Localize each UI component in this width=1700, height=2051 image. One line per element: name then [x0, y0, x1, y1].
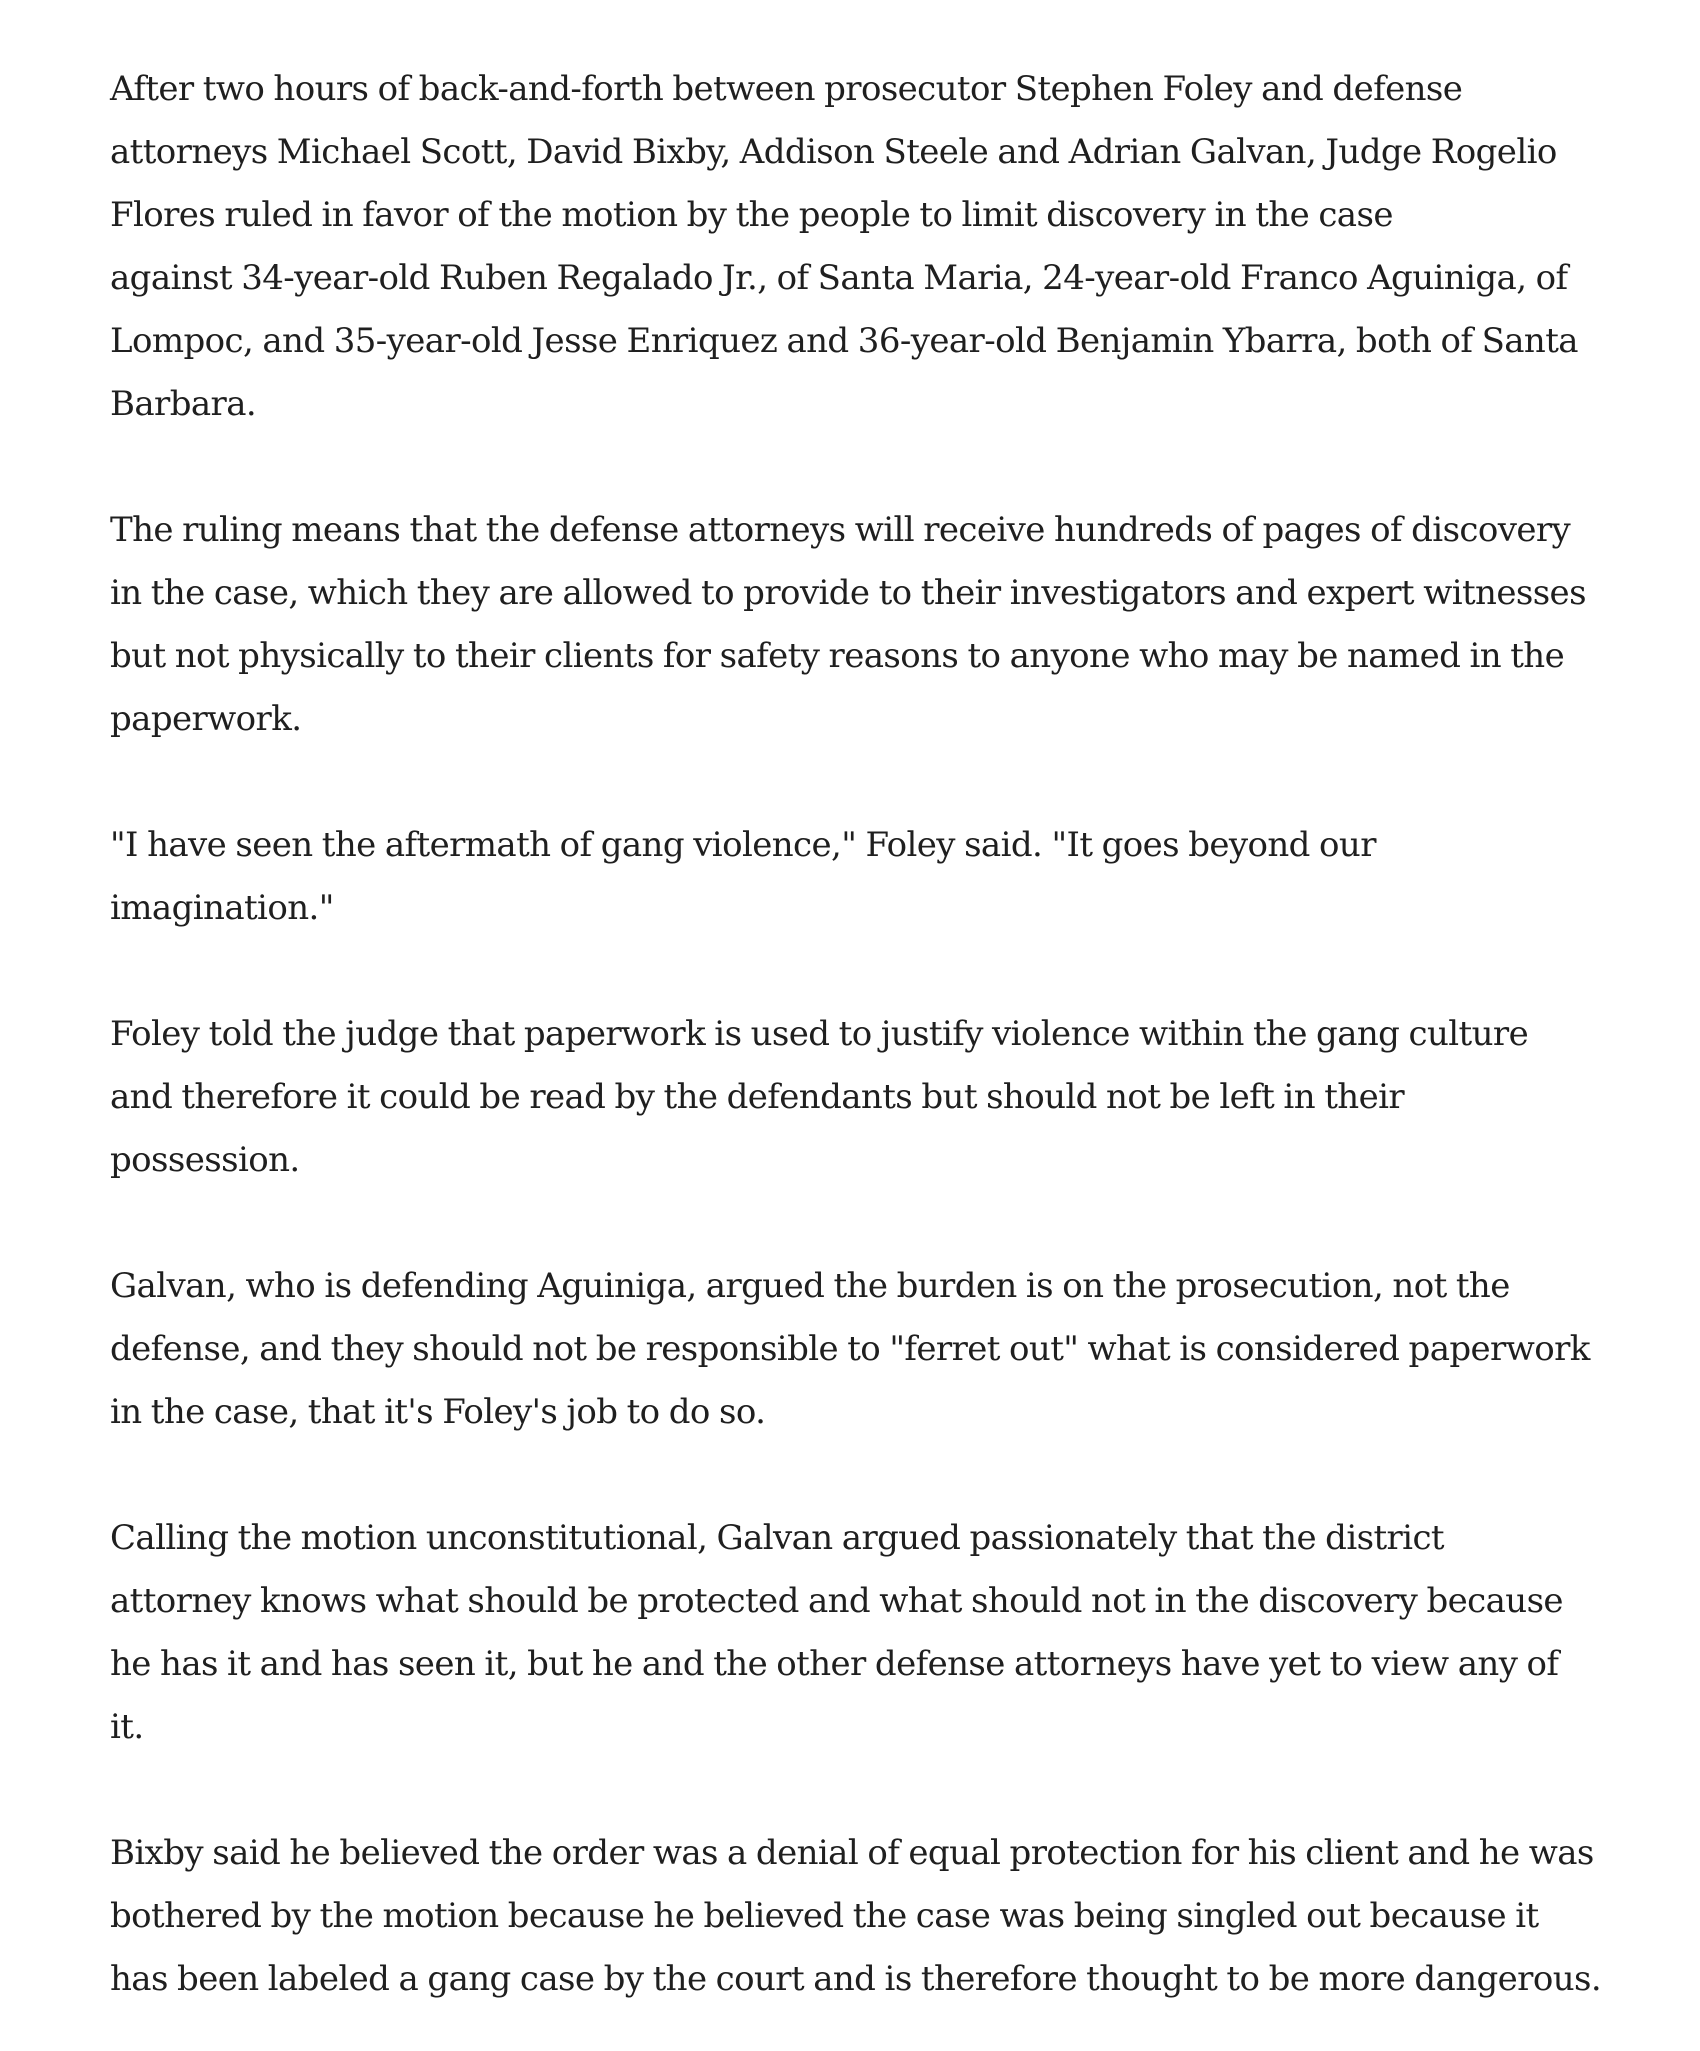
text-line: and therefore it could be read by the defendants but should not be left in their: [110, 1077, 1405, 1117]
paragraph-7: [110, 1822, 1610, 2011]
paragraph-3-quote: [110, 814, 1610, 940]
text-line: After two hours of back-and-forth between prosecutor Stephen Foley and defense: [110, 69, 1463, 109]
text-line: "I have seen the aftermath of gang violence," Foley said. "It goes beyond our: [110, 825, 1376, 865]
paragraph-2: [110, 499, 1610, 751]
text-line: Galvan, who is defending Aguiniga, argued the burden is on the prosecution, not the: [110, 1266, 1510, 1306]
paragraph-5: [110, 1255, 1610, 1444]
text-line: in the case, that it's Foley's job to do so.: [110, 1392, 766, 1432]
text-line: defense, and they should not be responsible to "ferret out" what is considered paperwork: [110, 1329, 1590, 1369]
text-line: has been labeled a gang case by the court and is therefore thought to be more dangerous.: [110, 1959, 1602, 1999]
text-line: Foley told the judge that paperwork is used to justify violence within the gang culture: [110, 1014, 1529, 1054]
text-line: Barbara.: [110, 384, 257, 424]
text-line: paperwork.: [110, 699, 302, 739]
text-line: The ruling means that the defense attorneys will receive hundreds of pages of discovery: [110, 510, 1571, 550]
text-line: it.: [110, 1707, 144, 1747]
text-line: possession.: [110, 1140, 300, 1180]
text-line: but not physically to their clients for safety reasons to anyone who may be named in the: [110, 636, 1565, 676]
text-line: imagination.": [110, 888, 334, 928]
paragraph-1: [110, 58, 1610, 436]
text-line: Bixby said he believed the order was a denial of equal protection for his client and he was: [110, 1833, 1594, 1873]
paragraph-6: [110, 1507, 1610, 1759]
text-line: he has it and has seen it, but he and the other defense attorneys have yet to view any of: [110, 1644, 1559, 1684]
text-line: in the case, which they are allowed to provide to their investigators and expert witnesses: [110, 573, 1586, 613]
paragraph-4: [110, 1003, 1610, 1192]
article-body: [110, 58, 1610, 2011]
text-line: attorney knows what should be protected and what should not in the discovery because: [110, 1581, 1563, 1621]
text-line: Calling the motion unconstitutional, Galvan argued passionately that the district: [110, 1518, 1444, 1558]
text-line: bothered by the motion because he believed the case was being singled out because it: [110, 1896, 1539, 1936]
text-line: Lompoc, and 35-year-old Jesse Enriquez and 36-year-old Benjamin Ybarra, both of Santa: [110, 321, 1578, 361]
text-line: Flores ruled in favor of the motion by the people to limit discovery in the case: [110, 195, 1393, 235]
text-line: against 34-year-old Ruben Regalado Jr., of Santa Maria, 24-year-old Franco Aguiniga, of: [110, 258, 1568, 298]
text-line: attorneys Michael Scott, David Bixby, Addison Steele and Adrian Galvan, Judge Rogelio: [110, 132, 1557, 172]
